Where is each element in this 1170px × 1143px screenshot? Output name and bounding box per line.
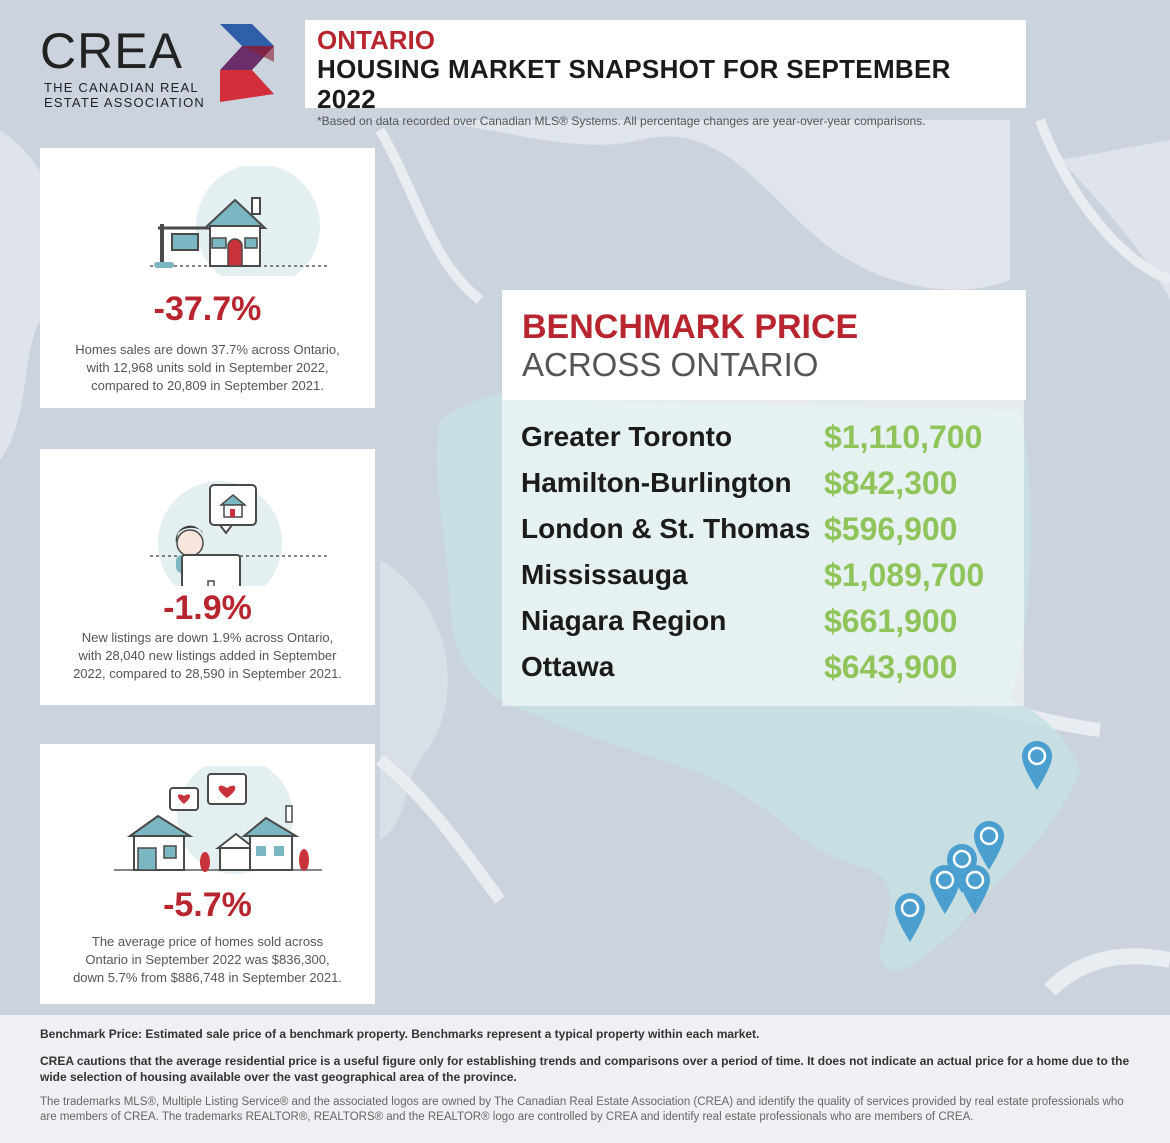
footer-trademarks: The trademarks MLS®, Multiple Listing Service® and the associated logos are owned by The Canadian Real Estate Association (CREA) and identify the quality of services provided by real estate professionals who are members of CREA. The trademarks REALTOR®, REALTORS® and the REALTOR® logo are controlled by CREA and identify real estate professionals who are members of CREA. xyxy=(40,1096,1124,1123)
benchmark-price: $842,300 xyxy=(824,464,958,501)
benchmark-row xyxy=(521,644,1004,690)
stat-card-listings xyxy=(40,449,375,705)
benchmark-subtitle: ACROSS ONTARIO xyxy=(522,346,819,383)
benchmark-row xyxy=(521,460,1004,506)
benchmark-city: Niagara Region xyxy=(521,605,727,636)
benchmark-price: $596,900 xyxy=(824,510,958,547)
crea-logo xyxy=(40,20,290,115)
benchmark-price: $1,089,700 xyxy=(824,556,985,593)
stat-value-sales: -37.7% xyxy=(153,290,262,328)
footer-notes xyxy=(40,1025,1130,1125)
benchmark-city: Ottawa xyxy=(521,651,615,682)
logo-subtitle: THE CANADIAN REAL ESTATE ASSOCIATION xyxy=(44,80,206,110)
stat-description-sales: Homes sales are down 37.7% across Ontario, with 12,968 units sold in September 2022, compared to 20,809 in September 2021. xyxy=(75,342,340,393)
stat-value-listings: -1.9% xyxy=(163,589,252,627)
stat-description-listings: New listings are down 1.9% across Ontario, with 28,040 new listings added in September 2022, compared to 28,590 in September 2021. xyxy=(73,630,342,681)
benchmark-city: Greater Toronto xyxy=(521,421,733,452)
footer-caution: CREA cautions that the average residential price is a useful figure only for establishing trends and comparisons over a period of time. It does not indicate an actual price for a home due to the wide selection of housing available over the vast geographical area of the province. xyxy=(40,1054,1130,1084)
benchmark-title: BENCHMARK PRICE xyxy=(522,308,859,346)
house-sale-icon xyxy=(40,166,375,276)
stat-card-sales xyxy=(40,148,375,408)
benchmark-price: $1,110,700 xyxy=(824,418,983,455)
benchmark-row xyxy=(521,552,1004,598)
benchmark-price: $643,900 xyxy=(824,648,958,685)
benchmark-row xyxy=(521,414,1004,460)
benchmark-table xyxy=(502,400,1024,706)
header-region: ONTARIO xyxy=(317,25,435,55)
benchmark-city: Mississauga xyxy=(521,559,688,590)
stat-description-average-price: The average price of homes sold across Ontario in September 2022 was $836,300, down 5.7% from $886,748 in September 2021. xyxy=(73,934,342,985)
footer-benchmark-definition: Benchmark Price: Estimated sale price of a benchmark property. Benchmarks represent a typical property within each market. xyxy=(40,1027,760,1041)
benchmark-header xyxy=(502,290,1026,400)
header-note: *Based on data recorded over Canadian MLS® Systems. All percentage changes are year-over-year comparisons. xyxy=(317,114,926,128)
logo-wordmark: CREA xyxy=(40,23,183,79)
stat-card-average-price xyxy=(40,744,375,1004)
houses-hearts-icon xyxy=(40,766,375,876)
person-computer-icon xyxy=(40,471,375,586)
page-title: HOUSING MARKET SNAPSHOT FOR SEPTEMBER 2022 xyxy=(317,54,951,114)
benchmark-city: Hamilton-Burlington xyxy=(521,467,792,498)
benchmark-price: $661,900 xyxy=(824,602,958,639)
benchmark-row xyxy=(521,598,1004,644)
crea-diamond-icon xyxy=(212,22,276,104)
stat-value-average-price: -5.7% xyxy=(163,886,252,924)
header-panel xyxy=(305,20,1026,128)
benchmark-city: London & St. Thomas xyxy=(521,513,811,544)
benchmark-row xyxy=(521,506,1004,552)
